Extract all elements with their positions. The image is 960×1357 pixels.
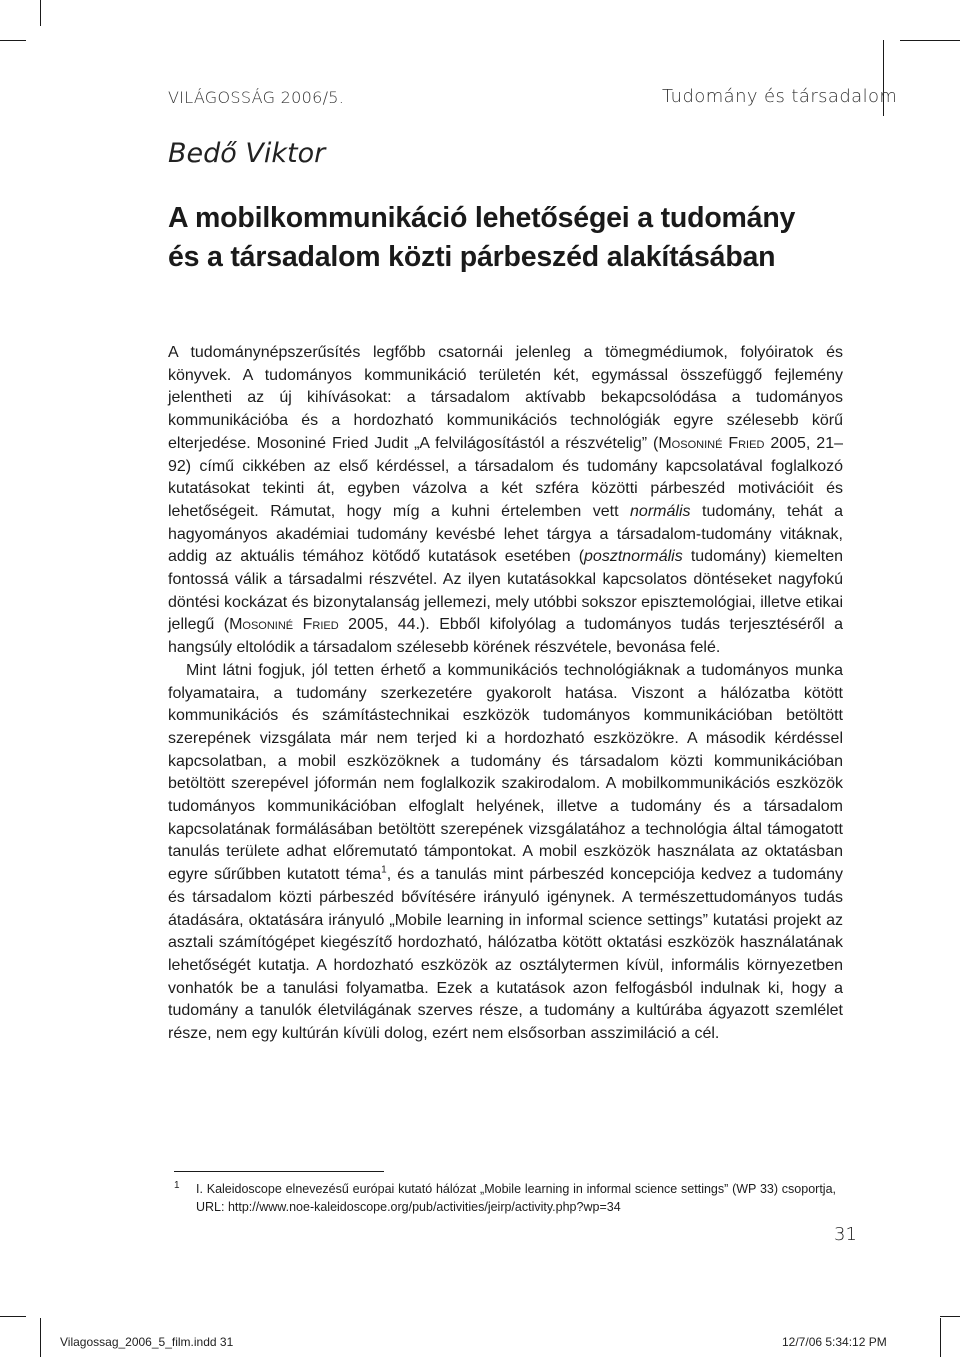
article-body — [168, 342, 843, 1046]
crop-mark-bottom-left-v — [40, 1318, 41, 1357]
paragraph-1: A tudománynépszerűsítés legfőbb csatornái jelenleg a tömegmédiumok, folyóiratok és könyvek. A tudományos kommunikáció területén két, egymással összefüggő fejlemény jelentheti az új kihívásokat: a társadalom aktívabb bekapcsolódása a tudományos kommunikációba és a hordozható kommunikációs technológiák egyre szélesebb körű elterjedése. Mosoniné Fried Judit „A felvilágosítástól a részvételig” (Mosoniné Fried 2005, 21–92) című cikkében az első kérdéssel, a társadalom és tudomány kapcsolatával foglalkozó kutatásokat tekinti át, egyben vázolva a két szféra közötti párbeszéd motivációit és lehetőségeit. Rámutat, hogy míg a kuhni értelemben vett normális tudomány, tehát a hagyományos akadémiai tudomány kevésbé lehet tárgya a társadalom-tudomány vitáknak, addig az aktuális témához kötődő kutatások esetében (posztnormális tudomány) kiemelten fontossá válik a társadalmi részvétel. Az ilyen kutatásokkal kapcsolatos döntéseket nagyfokú döntési kockázat és bizonytalanság jellemezi, mely utóbbi sokszor episztemológiai, illetve etikai jellegű (Mosoniné Fried 2005, 44.). Ebből kifolyólag a tudományos tudás terjesztéséről a hangsúly eltolódik a társadalom szélesebb körének részvétele, bevonása felé. — [168, 344, 844, 657]
running-head-journal: VILÁGOSSÁG 2006/5. — [168, 88, 345, 107]
print-slug-timestamp: 12/7/06 5:34:12 PM — [782, 1335, 887, 1349]
article-author: Bedő Viktor — [168, 138, 326, 169]
running-head-section: Tudomány és társadalom — [662, 86, 898, 107]
crop-mark-bottom-right-v — [940, 1318, 941, 1357]
article-title-line-2: és a társadalom közti párbeszéd alakításában — [168, 241, 776, 273]
footnote-separator — [174, 1171, 384, 1172]
footnote-ref[interactable]: 1 — [381, 864, 387, 876]
citation-ref: Mosoniné Fried — [658, 434, 765, 452]
paragraph-2: Mint látni fogjuk, jól tetten érhető a kommunikációs technológiáknak a tudományos munka folyamataira, a tudomány szerkezetére gyakorolt hatása. Viszont a hálózatba kötött kommunikációs és számítástechnikai eszközök tudományos kommunikációban betöltött szerepének vizsgálata már nem terjed ki a hordozható eszközökre. A második kérdéssel kapcsolatban, a mobil eszközöknek a tudomány és társadalom közti kommunikációban betöltött szerepével jóformán nem foglalkozik szakirodalom. A mobilkommunikációs eszközök tudományos kommunikációban elfoglalt helyének, illetve a tudomány és a társadalom kapcsolatának formálásában betöltött szerepének vizsgálatához a technológia által támogatott tanulás területe adhat előremutató támpontokat. A mobil eszközök használata az oktatásban egyre sűrűbben kutatott téma$^1$, és a tanulás mint párbeszéd koncepciója kedvez a tudomány és társadalom közti párbeszéd bővítésére irányuló igénynek. A természettudományos tudás átadására, oktatására irányuló „Mobile learning in informal science settings” kutatási projekt az asztali számítógépet kiegészítő hordozható, hálózatba kötött oktatási eszközök használatának lehetőségét kutatja. A hordozható eszközök az osztálytermen kívül, informális környezetben vonhatók be a tanulási folyamatba. Ezek a kutatások azon felfogásból indulnak ki, hogy a tudomány a tanulók életvilágának szerves része, a tudomány a kultúrába ágyazott szemlélet része, nem egy kultúrán kívüli dolog, ezért nem elsősorban asszimiláció a cél. — [168, 661, 843, 1043]
footnote — [174, 1180, 844, 1216]
crop-mark-top-left-v — [40, 0, 41, 26]
crop-mark-bottom-left-h — [0, 1316, 26, 1317]
article-title — [168, 199, 868, 277]
print-slug-file: Vilagossag_2006_5_film.indd 31 — [60, 1335, 234, 1349]
citation-ref: Mosoniné Fried — [229, 616, 339, 634]
crop-mark-bottom-right-h — [940, 1316, 960, 1317]
crop-mark-top-right-h — [900, 40, 960, 41]
article-title-line-1: A mobilkommunikáció lehetőségei a tudomány — [168, 202, 796, 234]
page-number: 31 — [834, 1224, 857, 1245]
footnote-number: 1 — [174, 1179, 180, 1191]
crop-mark-top-left-h — [0, 40, 26, 41]
footnote-text: I. Kaleidoscope elnevezésű európai kutató hálózat „Mobile learning in informal science settings” (WP 33) csoportja, URL: http://www.noe-kaleidoscope.org/pub/activities/jeirp/activity.php?wp=34 — [196, 1182, 836, 1214]
